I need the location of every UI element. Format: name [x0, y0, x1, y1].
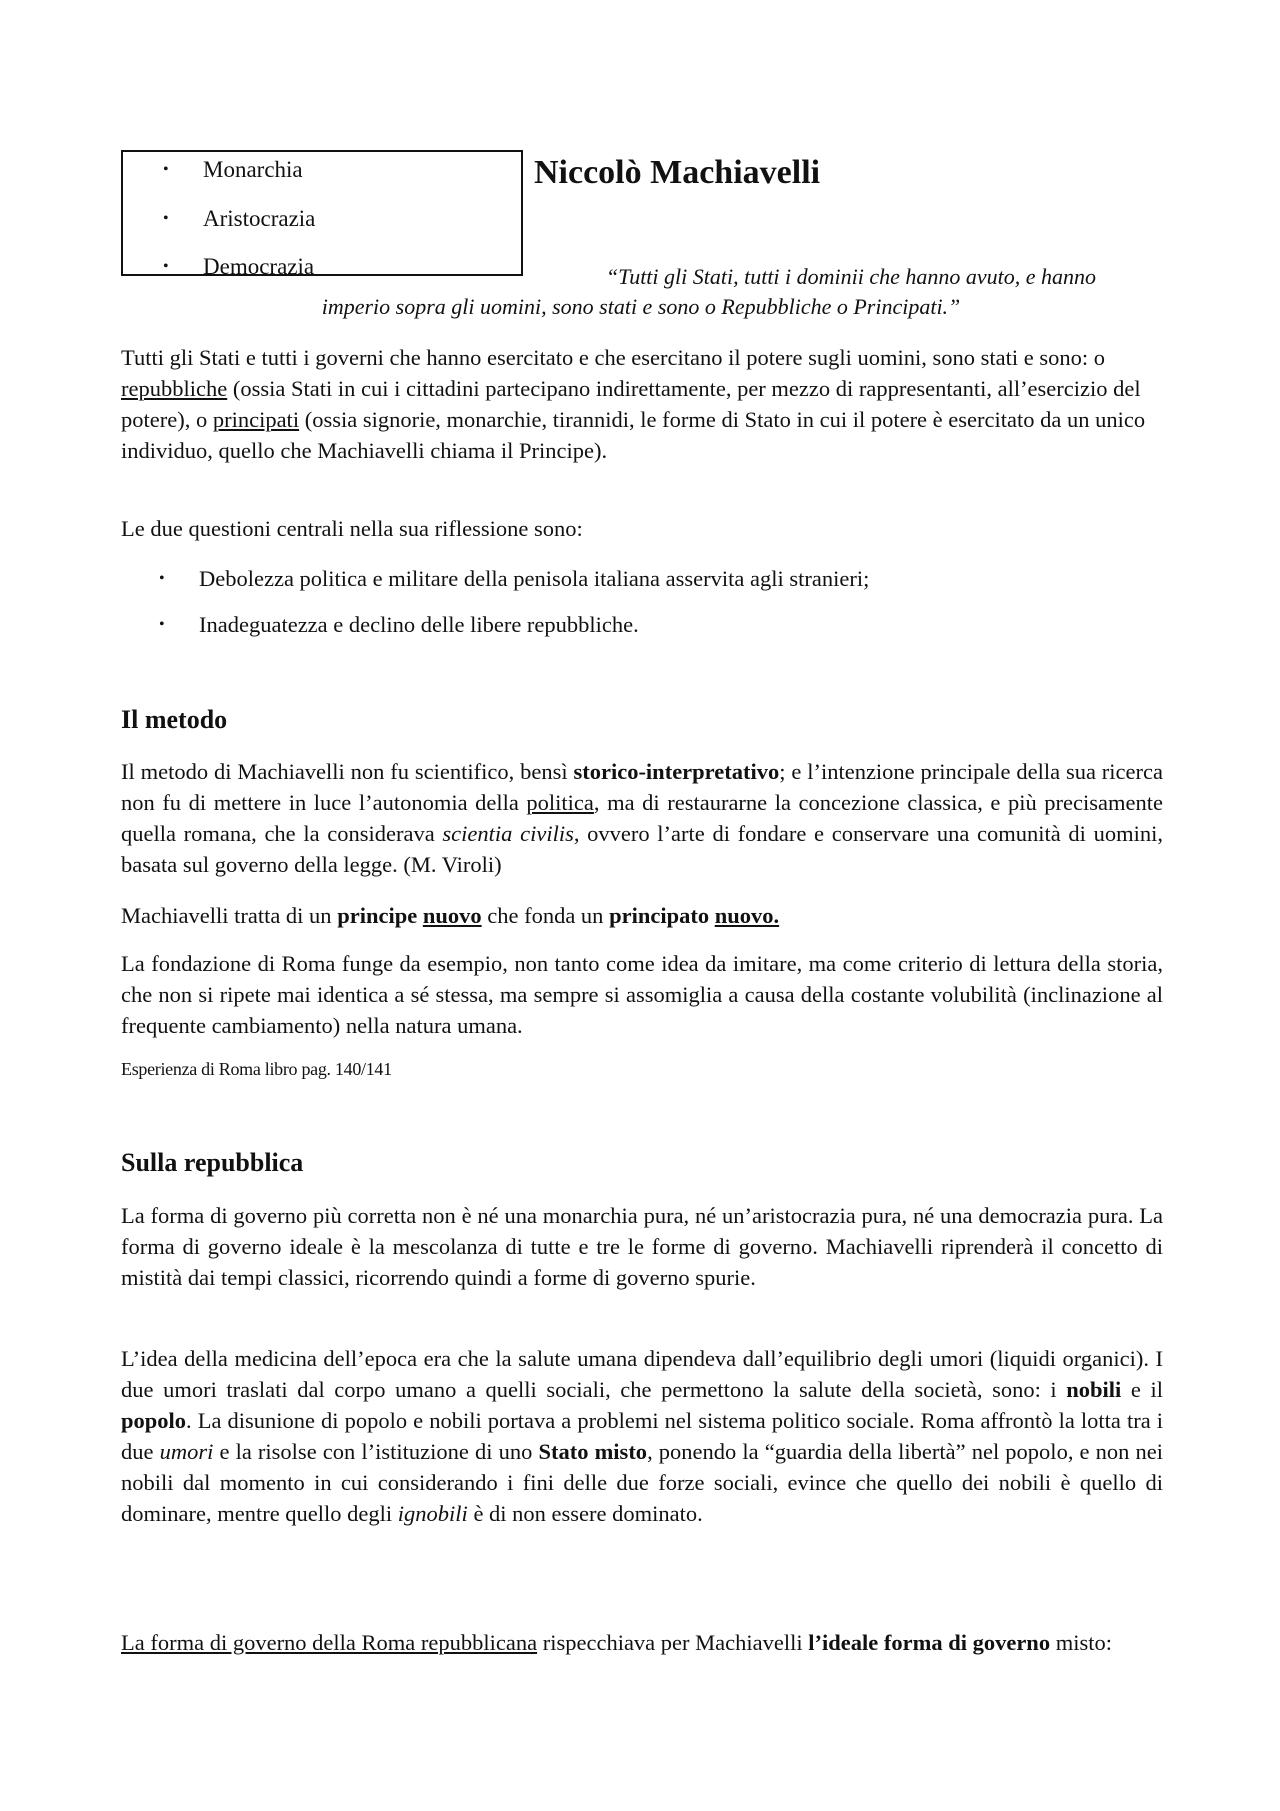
questions-list — [121, 563, 869, 655]
principe-nuovo-paragraph: Machiavelli tratta di un principe nuovo che fonda un principato nuovo. — [121, 903, 780, 928]
quote-line: imperio sopra gli uomini, sono stati e sono o Repubbliche o Principati.” — [321, 294, 961, 319]
roma-paragraph: La fondazione di Roma funge da esempio, non tanto come idea da imitare, ma come criterio di lettura della storia, che non si ripete mai identica a sé stessa, ma sempre si assomiglia a causa della costante volubilità (inclinazione al frequente cambiamento) nella natura umana. — [121, 951, 1163, 1038]
link-roma-repubblicana: La forma di governo della Roma repubblicana — [121, 1630, 538, 1655]
bullet-icon: • — [159, 570, 165, 587]
list-item: • Debolezza politica e militare della penisola italiana asservita agli stranieri; — [121, 563, 869, 594]
bullet-icon: • — [163, 210, 169, 227]
list-item-label: Monarchia — [203, 157, 303, 182]
list-item-label: Democrazia — [203, 254, 315, 276]
link-principati: principati — [212, 407, 300, 432]
book-reference-note: Esperienza di Roma libro pag. 140/141 — [121, 1059, 392, 1079]
epigraph-quote — [121, 262, 1161, 322]
forms-of-government-box — [121, 150, 523, 276]
repubblica-paragraph-3: La forma di governo della Roma repubblicana rispecchiava per Machiavelli l’ideale forma di governo misto: — [121, 1630, 1112, 1655]
intro-paragraph: Tutti gli Stati e tutti i governi che hanno esercitato e che esercitano il potere sugli uomini, sono stati e sono: o repubbliche (ossia Stati in cui i cittadini partecipano indirettamente, per mezzo di rappresentanti, all’esercizio del potere), o principati (ossia signorie, monarchie, tirannidi, le forme di Stato in cui il potere è esercitato da un unico individuo, quello che Machiavelli chiama il Principe). — [121, 345, 1146, 463]
bullet-icon: • — [159, 616, 165, 633]
list-item-label: Aristocrazia — [203, 206, 316, 231]
questions-intro: Le due questioni centrali nella sua riflessione sono: — [121, 516, 583, 541]
section-heading-repubblica: Sulla repubblica — [121, 1148, 304, 1177]
link-politica: politica — [526, 790, 594, 815]
quote-line: “Tutti gli Stati, tutti i dominii che hanno avuto, e hanno — [605, 264, 1097, 289]
section-heading-metodo: Il metodo — [121, 705, 228, 734]
repubblica-paragraph-2: L’idea della medicina dell’epoca era che la salute umana dipendeva dall’equilibrio degli umori (liquidi organici). I due umori traslati dal corpo umano a quelli sociali, che permettono la salute della società, sono: i nobili e il popolo. La disunione di popolo e nobili portava a problemi nel sistema politico sociale. Roma affrontò la lotta tra i due umori e la risolse con l’istituzione di uno Stato misto, ponendo la “guardia della libertà” nel popolo, e non nei nobili dal momento in cui considerando i fini delle due forze sociali, evince che quello dei nobili è quello di dominare, mentre quello degli ignobili è di non essere dominato. — [121, 1346, 1163, 1526]
bullet-icon: • — [163, 161, 169, 178]
repubblica-paragraph-1: La forma di governo più corretta non è né una monarchia pura, né un’aristocrazia pura, né una democrazia pura. La forma di governo ideale è la mescolanza di tutte e tre le forme di governo. Machiavelli riprenderà il concetto di mistità dai tempi classici, ricorrendo quindi a forme di governo spurie. — [121, 1203, 1163, 1290]
metodo-paragraph: Il metodo di Machiavelli non fu scientifico, bensì storico-interpretativo; e l’intenzione principale della sua ricerca non fu di mettere in luce l’autonomia della politica, ma di restaurarne la concezione classica, e più precisamente quella romana, che la considerava scientia civilis, ovvero l’arte di fondare e conservare una comunità di uomini, basata sul governo della legge. (M. Viroli) — [121, 759, 1163, 877]
page-title: Niccolò Machiavelli — [534, 154, 821, 191]
list-item: • Inadeguatezza e declino delle libere repubbliche. — [121, 609, 869, 640]
bullet-icon: • — [163, 258, 169, 275]
link-repubbliche: repubbliche — [121, 376, 228, 401]
